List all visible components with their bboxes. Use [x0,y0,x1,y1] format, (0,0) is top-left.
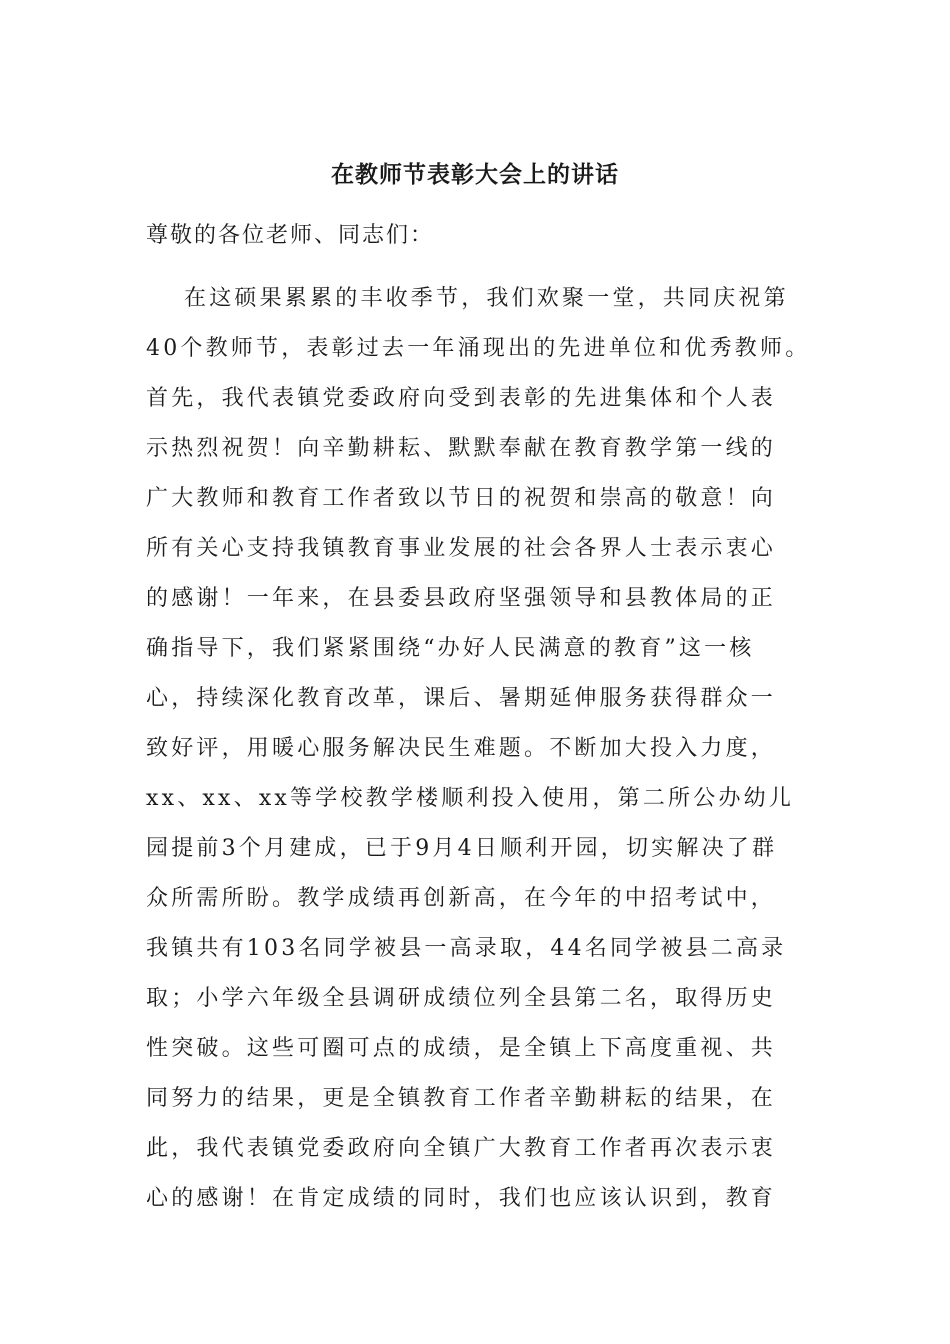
paragraph-line: 同努力的结果，更是全镇教育工作者辛勤耕耘的结果，在 [146,1086,777,1111]
paragraph-line: 所有关心支持我镇教育事业发展的社会各界人士表示衷心 [146,536,777,561]
paragraph-line: 致好评，用暖心服务解决民生难题。不断加大投入力度， [146,736,777,761]
paragraph-line: 40个教师节，表彰过去一年涌现出的先进单位和优秀教师。 [146,336,811,361]
paragraph-line: 广大教师和教育工作者致以节日的祝贺和崇高的敬意！向 [146,486,777,511]
paragraph-line: 园提前3个月建成，已于9月4日顺利开园，切实解决了群 [146,836,778,861]
paragraph-line: 的感谢！一年来，在县委县政府坚强领导和县教体局的正 [146,586,777,611]
paragraph-line: 取；小学六年级全县调研成绩位列全县第二名，取得历史 [146,986,777,1011]
paragraph-line: 众所需所盼。教学成绩再创新高，在今年的中招考试中， [146,886,777,911]
paragraph-line: 确指导下，我们紧紧围绕“办好人民满意的教育”这一核 [146,636,755,661]
paragraph-line: 心，持续深化教育改革，课后、暑期延伸服务获得群众一 [146,686,777,711]
paragraph-line: 此，我代表镇党委政府向全镇广大教育工作者再次表示衷 [146,1136,777,1161]
paragraph-line: 首先，我代表镇党委政府向受到表彰的先进集体和个人表 [146,386,777,411]
paragraph-line: 性突破。这些可圈可点的成绩，是全镇上下高度重视、共 [146,1036,777,1061]
paragraph-line: 我镇共有103名同学被县一高录取，44名同学被县二高录 [146,936,787,961]
paragraph-line: 示热烈祝贺！向辛勤耕耘、默默奉献在教育教学第一线的 [146,436,777,461]
body-paragraph [146,279,826,1229]
paragraph-line: 心的感谢！在肯定成绩的同时，我们也应该认识到，教育 [146,1186,777,1211]
paragraph-line: xx、xx、xx等学校教学楼顺利投入使用，第二所公办幼儿 [146,786,795,811]
document-title: 在教师节表彰大会上的讲话 [331,161,619,188]
paragraph-line: 在这硕果累累的丰收季节，我们欢聚一堂，共同庆祝第 [184,286,789,311]
salutation: 尊敬的各位老师、同志们： [146,223,435,248]
